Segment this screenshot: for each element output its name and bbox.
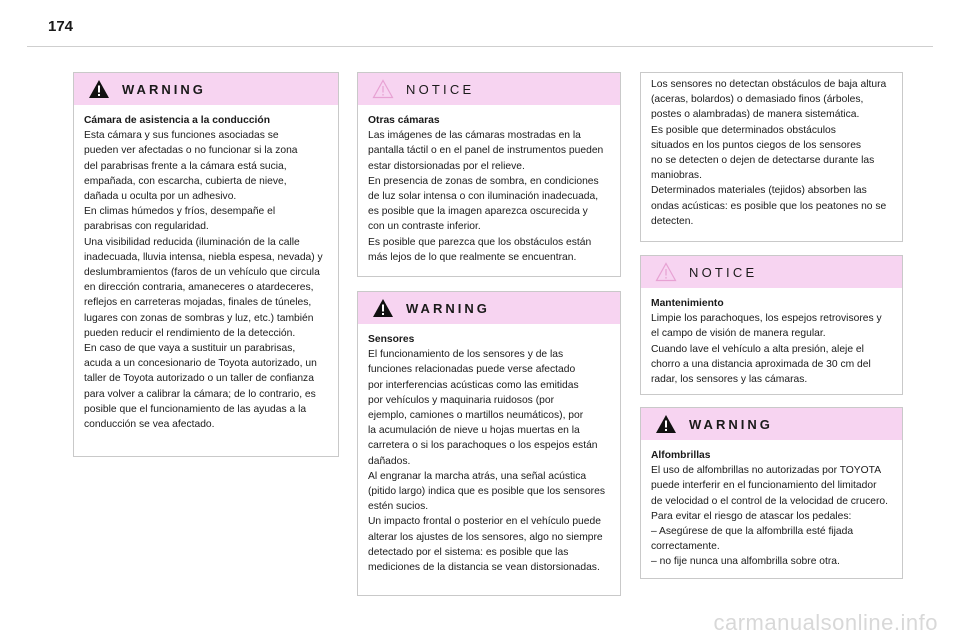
- text-line: detectado por el sistema: es posible que las: [368, 546, 569, 558]
- notice-triangle-icon: [655, 262, 677, 282]
- text-line: taller de Toyota autorizado o un taller de confianza: [84, 373, 314, 385]
- text-line: mediciones de la distancia se vean distorsionadas.: [368, 562, 600, 574]
- warning-box-camera: [73, 72, 339, 457]
- text-line: situados en los puntos ciegos de los sensores: [651, 139, 862, 151]
- text-line: conducción se vea afectado.: [84, 419, 215, 431]
- text-line: la acumulación de nieve u hojas muertas en la: [368, 425, 580, 437]
- text-line: postes o alambradas) de manera sistemática.: [651, 109, 860, 121]
- text-line: El uso de alfombrillas no autorizadas por TOYOTA: [651, 465, 882, 477]
- section-title: Sensores: [368, 334, 415, 345]
- warning-label: WARNING: [689, 416, 773, 432]
- text-line: de velocidad o el control de la velocidad de crucero.: [651, 495, 888, 507]
- page-number: 174: [48, 18, 74, 35]
- text-line: radar, los sensores y las cámaras.: [651, 374, 808, 386]
- notice-body: [358, 105, 620, 271]
- notice-box-cameras: [357, 72, 621, 277]
- text-line: (aceras, bolardos) o demasiado finos (árboles,: [651, 94, 864, 106]
- text-line: Determinados materiales (tejidos) absorben las: [651, 185, 867, 197]
- text-line: de luz solar intensa o con iluminación inadecuada,: [368, 191, 599, 203]
- text-line: dañados.: [368, 455, 411, 467]
- text-line: Es posible que parezca que los obstáculos están: [368, 236, 592, 248]
- text-line: Cuando lave el vehículo a alta presión, aleje el: [651, 343, 864, 355]
- text-line: funciones relacionadas puede verse afectado: [368, 364, 576, 376]
- section-title: Otras cámaras: [368, 115, 440, 126]
- text-line: – Asegúrese de que la alfombrilla esté fijada: [651, 526, 854, 538]
- text-line: el campo de visión de manera regular.: [651, 328, 826, 340]
- text-line: estar distorsionadas por el relieve.: [368, 160, 525, 172]
- text-line: empañada, con escarcha, cubierta de nieve,: [84, 175, 287, 187]
- warning-header: [74, 73, 338, 105]
- notice-header: [641, 256, 902, 288]
- text-line: – no fije nunca una alfombrilla sobre otra.: [651, 556, 840, 568]
- text-line: reflejos en carreteras mojadas, finales de túneles,: [84, 297, 312, 309]
- text-line: (pitido largo) indica que es posible que los sensores: [368, 486, 605, 498]
- watermark: carmanualsonline.info: [713, 610, 938, 635]
- text-line: Limpie los parachoques, los espejos retrovisores y: [651, 313, 882, 325]
- text-line: inadecuada, lluvia intensa, niebla espesa, nevada) y: [84, 251, 323, 263]
- section-title: Cámara de asistencia a la conducción: [84, 115, 270, 126]
- text-line: ondas acústicas: es posible que los peatones no se: [651, 200, 887, 212]
- text-line: pantalla táctil o en el panel de instrumentos pueden: [368, 145, 604, 157]
- text-line: alterar los ajustes de los sensores, algo no siempre: [368, 531, 603, 543]
- text-line: Las imágenes de las cámaras mostradas en la: [368, 130, 581, 142]
- text-line: estén sucios.: [368, 501, 429, 513]
- text-line: pueden ver afectadas o no funcionar si la zona: [84, 145, 298, 157]
- text-line: carretera o si los parachoques o los espejos están: [368, 440, 598, 452]
- text-line: En climas húmedos y fríos, desempañe el: [84, 206, 276, 218]
- text-line: detecten.: [651, 215, 694, 227]
- warning-header: [641, 408, 902, 440]
- text-line: más lejos de lo que realmente se encuentran.: [368, 251, 577, 263]
- text-line: Es posible que determinados obstáculos: [651, 124, 836, 136]
- text-line: en dirección contraria, amaneceres o atardeceres,: [84, 282, 314, 294]
- text-line: Para evitar el riesgo de atascar los pedales:: [651, 510, 852, 522]
- notice-label: NOTICE: [689, 264, 758, 280]
- warning-body: [74, 105, 338, 438]
- notice-box-maintenance: [640, 255, 903, 395]
- text-line: correctamente.: [651, 541, 720, 553]
- warning-label: WARNING: [406, 300, 490, 316]
- text-line: por interferencias acústicas como las emitidas: [368, 379, 579, 391]
- text-line: del parabrisas frente a la cámara está sucia,: [84, 160, 287, 172]
- text-line: con un contraste inferior.: [368, 221, 481, 233]
- text-line: Al engranar la marcha atrás, una señal acústica: [368, 470, 587, 482]
- text-line: parabrisas con regularidad.: [84, 221, 209, 233]
- text-line: chorro a una distancia aproximada de 30 cm del: [651, 358, 871, 370]
- text-line: ejemplo, camiones o martillos neumáticos), por: [368, 410, 584, 422]
- text-line: Los sensores no detectan obstáculos de baja altura: [651, 79, 887, 90]
- text-line: puede interferir en el funcionamiento del limitador: [651, 480, 877, 492]
- text-line: Un impacto frontal o posterior en el vehículo puede: [368, 516, 601, 528]
- text-line: pueden reducir el rendimiento de la detección.: [84, 327, 296, 339]
- text-line: no se detecten o dejen de detectarse durante las: [651, 155, 875, 167]
- warning-triangle-icon: [88, 79, 110, 99]
- warning-triangle-icon: [655, 414, 677, 434]
- text-line: Esta cámara y sus funciones asociadas se: [84, 130, 279, 142]
- text-line: El funcionamiento de los sensores y de las: [368, 349, 564, 361]
- warning-body: [358, 324, 620, 581]
- section-title: Alfombrillas: [651, 450, 711, 461]
- text-line: En caso de que vaya a sustituir un parabrisas,: [84, 343, 296, 355]
- text-line: Una visibilidad reducida (iluminación de la calle: [84, 236, 300, 248]
- warning-box-sensors: [357, 291, 621, 596]
- text-line: En presencia de zonas de sombra, en condiciones: [368, 175, 599, 187]
- continued-body: [641, 73, 902, 235]
- section-title: Mantenimiento: [651, 298, 724, 309]
- text-line: deslumbramientos (faros de un vehículo que circula: [84, 267, 320, 279]
- text-line: es posible que la imagen aparezca oscurecida y: [368, 206, 588, 218]
- warning-body: [641, 440, 902, 576]
- notice-body: [641, 288, 902, 393]
- text-line: para volver a calibrar la cámara; de lo contrario, es: [84, 388, 316, 400]
- notice-header: [358, 73, 620, 105]
- notice-triangle-icon: [372, 79, 394, 99]
- text-line: acuda a un concesionario de Toyota autorizado, un: [84, 358, 317, 370]
- text-line: maniobras.: [651, 170, 702, 182]
- text-line: dañada u oculta por un adhesivo.: [84, 191, 237, 203]
- warning-header: [358, 292, 620, 324]
- warning-label: WARNING: [122, 81, 206, 97]
- notice-label: NOTICE: [406, 81, 475, 97]
- warning-triangle-icon: [372, 298, 394, 318]
- text-line: posible que el funcionamiento de las ayudas a la: [84, 403, 307, 415]
- warning-box-mats: [640, 407, 903, 579]
- top-divider: [27, 46, 933, 47]
- continued-text-box: [640, 72, 903, 242]
- text-line: lugares con zonas de sombras y luz, etc.) también: [84, 312, 314, 324]
- text-line: por vehículos y maquinaria ruidosos (por: [368, 394, 555, 406]
